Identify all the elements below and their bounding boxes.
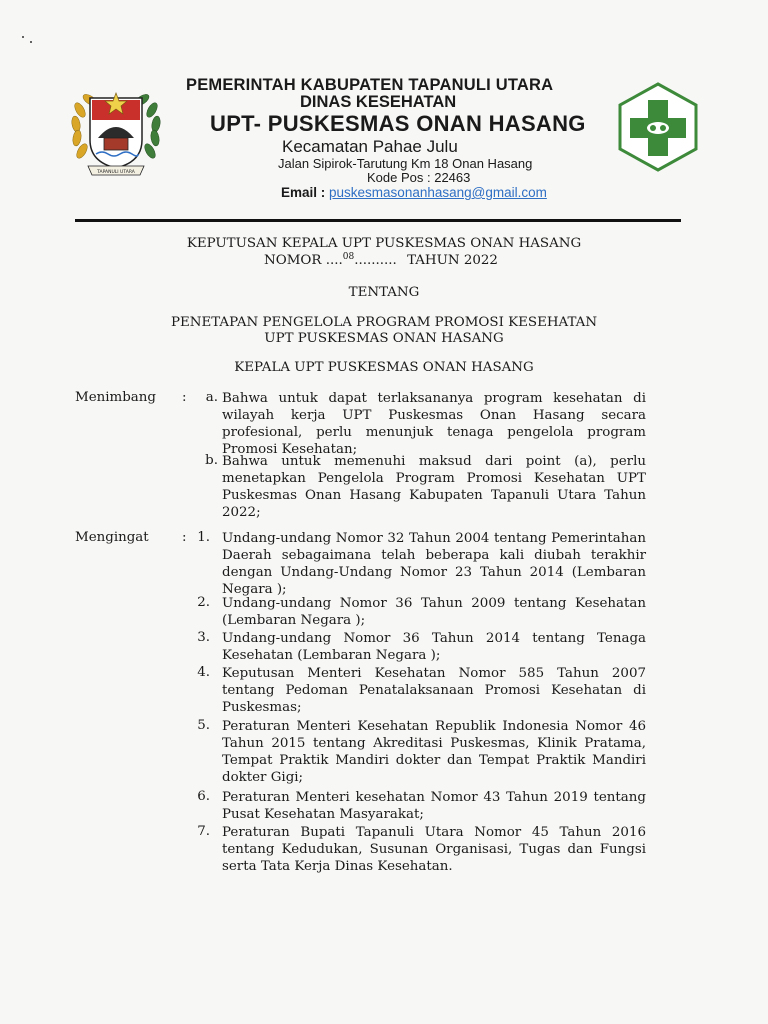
handwritten-number: 08 [342,252,355,262]
list-item: Undang-undang Nomor 36 Tahun 2014 tentang Tenaga Kesehatan (Lembaran Negara ); [222,631,646,663]
list-item: Bahwa untuk memenuhi maksud dari point (a), perlu menetapkan Pengelola Program Promosi Kesehatan UPT Puskesmas Onan Hasang Kabupaten Tapanuli Utara Tahun 2022; [222,454,646,520]
email-link[interactable]: puskesmasonanhasang@gmail.com [329,185,547,200]
mengingat-colon: : [182,530,187,545]
scan-speck [22,36,24,38]
decree-title: KEPUTUSAN KEPALA UPT PUSKESMAS ONAN HASANG [186,236,582,251]
list-marker: 2. [197,595,210,610]
list-marker: 5. [197,718,210,733]
mengingat-label: Mengingat [75,530,149,545]
list-item: Peraturan Menteri kesehatan Nomor 43 Tahun 2019 tentang Pusat Kesehatan Masyarakat; [222,790,646,822]
subject-line-1: PENETAPAN PENGELOLA PROGRAM PROMOSI KESEHATAN [170,315,598,330]
list-item: Undang-undang Nomor 32 Tahun 2004 tentang Pemerintahan Daerah sebagaimana telah beberapa kali diubah terakhir dengan Undang-Undang Nomor 23 Tahun 2014 (Lembaran Negara ); [222,531,646,597]
authority-heading: KEPALA UPT PUSKESMAS ONAN HASANG [234,360,534,375]
list-marker: 6. [197,789,210,804]
letterhead-divider [75,219,681,222]
list-item: Bahwa untuk dapat terlaksananya program kesehatan di wilayah kerja UPT Puskesmas Onan Hasang secara profesional, perlu menunjuk tenaga pengelola program Promosi Kesehatan; [222,391,646,457]
list-item: Peraturan Menteri Kesehatan Republik Indonesia Nomor 46 Tahun 2015 tentang Akreditasi Puskesmas, Klinik Pratama, Tempat Praktik Mandiri dokter dan Tempat Praktik Mandiri dokter Gigi; [222,719,646,785]
list-item: Peraturan Bupati Tapanuli Utara Nomor 45 Tahun 2016 tentang Kedudukan, Susunan Organisasi, Tugas dan Fungsi serta Tata Kerja Dinas Kesehatan. [222,825,646,874]
subdistrict: Kecamatan Pahae Julu [282,137,458,156]
menimbang-label: Menimbang [75,390,156,405]
list-item: Keputusan Menteri Kesehatan Nomor 585 Tahun 2007 tentang Pedoman Penatalaksanaan Promosi Kesehatan di Puskesmas; [222,666,646,715]
regency-coat-of-arms-icon [68,80,164,180]
scan-speck [30,41,32,43]
decree-number: NOMOR ....$^{08}$.......... TAHUN 2022 [264,252,498,268]
list-marker: a. [205,390,218,405]
list-marker: 4. [197,665,210,680]
address: Jalan Sipirok-Tarutung Km 18 Onan Hasang [278,156,533,171]
government-name: PEMERINTAH KABUPATEN TAPANULI UTARA [186,76,554,94]
postal-code: Kode Pos : 22463 [367,170,471,185]
list-marker: 3. [197,630,210,645]
agency-name: DINAS KESEHATAN [300,93,457,111]
email-label: Email : [281,185,326,200]
institution-name: UPT- PUSKESMAS ONAN HASANG [210,111,586,136]
tentang-heading: TENTANG [348,285,420,300]
email-line [281,185,547,200]
list-item: Undang-undang Nomor 36 Tahun 2009 tentang Kesehatan (Lembaran Negara ); [222,596,646,628]
list-marker: b. [205,453,218,468]
puskesmas-cross-logo-icon [616,82,700,172]
ribbon-text: TAPANULI UTARA [97,170,135,175]
menimbang-colon: : [182,390,187,405]
list-marker: 7. [197,824,210,839]
subject-line-2: UPT PUSKESMAS ONAN HASANG [264,331,504,346]
list-marker: 1. [197,530,210,545]
